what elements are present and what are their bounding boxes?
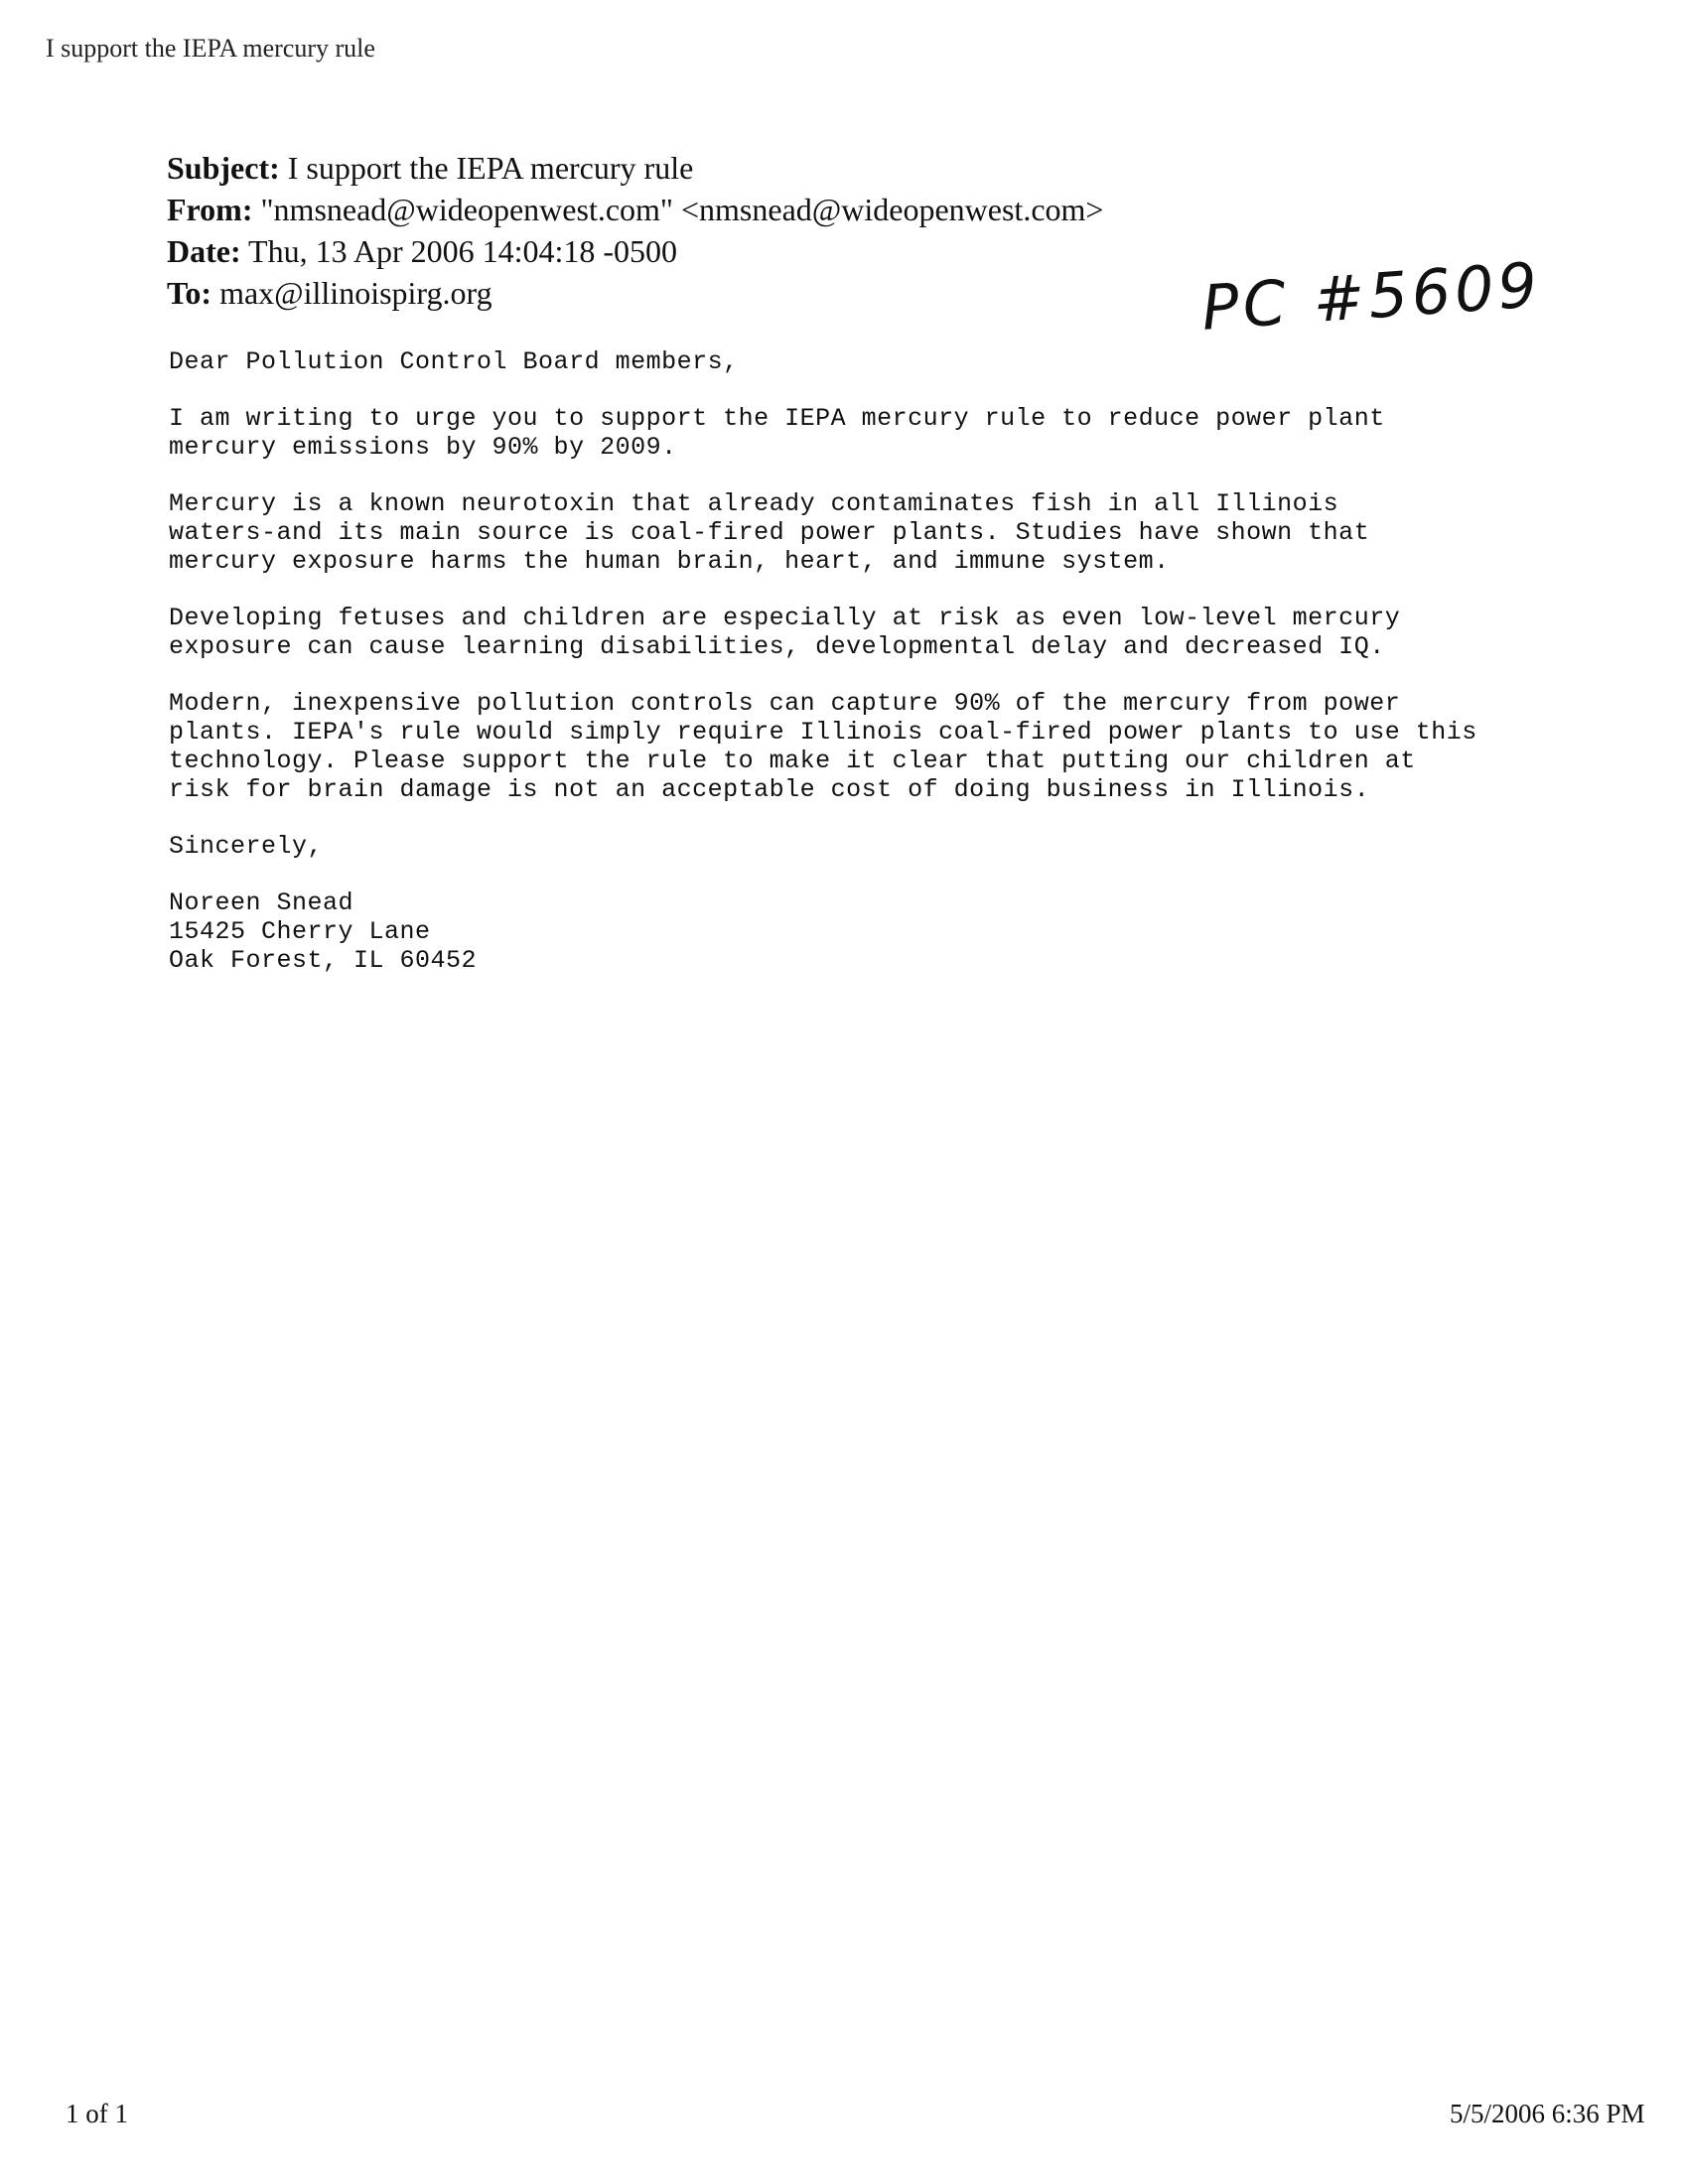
signature-name: Noreen Snead bbox=[169, 888, 354, 917]
to-label: To: bbox=[167, 275, 212, 311]
email-headers bbox=[167, 147, 1103, 314]
body-paragraph: I am writing to urge you to support the IEPA mercury rule to reduce power plant mercury emissions by 90% by 2009. bbox=[169, 404, 1385, 462]
greeting: Dear Pollution Control Board members, bbox=[169, 347, 739, 376]
body-paragraph: Modern, inexpensive pollution controls can capture 90% of the mercury from power plants. IEPA's rule would simply require Illinois coal-fired power plants to use this technology. Please support the rule to make it clear that putting our children at risk for brain damage is not an acceptable cost of doing business in Illinois. bbox=[169, 689, 1477, 804]
subject-row bbox=[167, 147, 1103, 189]
from-value: "nmsnead@wideopenwest.com" <nmsnead@wideopenwest.com> bbox=[260, 192, 1104, 227]
page-count: 1 of 1 bbox=[66, 2099, 128, 2128]
signature-address-line1: 15425 Cherry Lane bbox=[169, 917, 431, 946]
date-label: Date: bbox=[167, 233, 241, 269]
letter-body bbox=[169, 347, 1579, 975]
from-row bbox=[167, 189, 1103, 230]
closing: Sincerely, bbox=[169, 832, 324, 861]
from-label: From: bbox=[167, 192, 253, 227]
date-row bbox=[167, 230, 1103, 272]
to-value: max@illinoispirg.org bbox=[219, 275, 492, 311]
body-paragraph: Developing fetuses and children are especially at risk as even low-level mercury exposure can cause learning disabilities, developmental delay and decreased IQ. bbox=[169, 604, 1401, 661]
signature-address-line2: Oak Forest, IL 60452 bbox=[169, 946, 478, 975]
page-header: I support the IEPA mercury rule bbox=[46, 34, 375, 63]
print-timestamp: 5/5/2006 6:36 PM bbox=[1450, 2099, 1645, 2128]
subject-label: Subject: bbox=[167, 150, 280, 186]
signature-block bbox=[169, 888, 1579, 975]
body-paragraph: Mercury is a known neurotoxin that already contaminates fish in all Illinois waters-and its main source is coal-fired power plants. Studies have shown that mercury exposure harms the human brain, heart, and immune system. bbox=[169, 489, 1370, 576]
to-row bbox=[167, 272, 1103, 314]
date-value: Thu, 13 Apr 2006 14:04:18 -0500 bbox=[248, 233, 678, 269]
handwritten-stamp: PC #5609 bbox=[1198, 248, 1544, 344]
subject-value: I support the IEPA mercury rule bbox=[287, 150, 694, 186]
